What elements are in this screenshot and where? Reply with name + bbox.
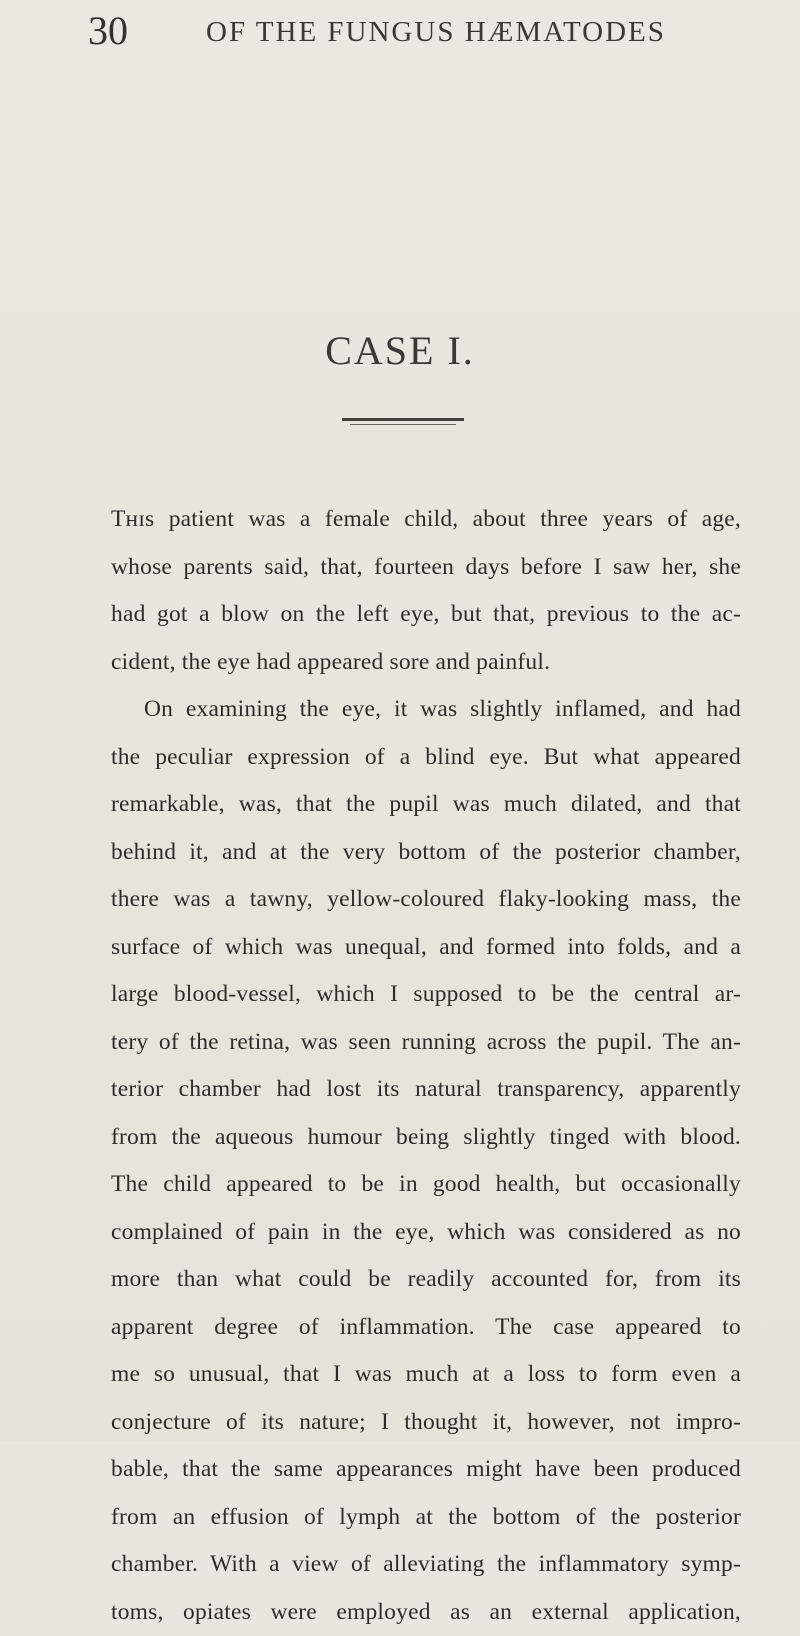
text-line: cident, the eye had appeared sore and painful. — [111, 639, 741, 687]
text-line: me so unusual, that I was much at a loss to form even a — [111, 1351, 741, 1399]
text-line: whose parents said, that, fourteen days before I saw her, she — [111, 544, 741, 592]
text-line: tery of the retina, was seen running across the pupil. The an- — [111, 1019, 741, 1067]
text-line: behind it, and at the very bottom of the posterior chamber, — [111, 829, 741, 877]
text-line: On examining the eye, it was slightly inflamed, and had — [111, 686, 741, 734]
text-line: from the aqueous humour being slightly tinged with blood. — [111, 1114, 741, 1162]
heading-rule-thin — [350, 424, 456, 425]
text-line: surface of which was unequal, and formed into folds, and a — [111, 924, 741, 972]
text-line: chamber. With a view of alleviating the inflammatory symp- — [111, 1541, 741, 1589]
case-heading: CASE I. — [0, 326, 800, 376]
running-title: OF THE FUNGUS HÆMATODES — [206, 12, 666, 52]
text-line: large blood-vessel, which I supposed to be the central ar- — [111, 971, 741, 1019]
text-line: conjecture of its nature; I thought it, however, not impro- — [111, 1399, 741, 1447]
body-text — [111, 496, 741, 1636]
text-line: the peculiar expression of a blind eye. But what appeared — [111, 734, 741, 782]
heading-rule — [342, 418, 464, 421]
text-line: Tʜɪs patient was a female child, about three years of age, — [111, 496, 741, 544]
text-line: there was a tawny, yellow-coloured flaky-looking mass, the — [111, 876, 741, 924]
text-line: apparent degree of inflammation. The case appeared to — [111, 1304, 741, 1352]
running-head — [88, 6, 748, 56]
text-line: complained of pain in the eye, which was considered as no — [111, 1209, 741, 1257]
page-number: 30 — [88, 6, 128, 56]
text-line: more than what could be readily accounted for, from its — [111, 1256, 741, 1304]
text-line: terior chamber had lost its natural transparency, apparently — [111, 1066, 741, 1114]
text-line: remarkable, was, that the pupil was much dilated, and that — [111, 781, 741, 829]
text-line: had got a blow on the left eye, but that, previous to the ac- — [111, 591, 741, 639]
text-line: The child appeared to be in good health, but occasionally — [111, 1161, 741, 1209]
text-line: toms, opiates were employed as an external application, — [111, 1589, 741, 1636]
text-line: from an effusion of lymph at the bottom of the posterior — [111, 1494, 741, 1542]
text-line: bable, that the same appearances might have been produced — [111, 1446, 741, 1494]
